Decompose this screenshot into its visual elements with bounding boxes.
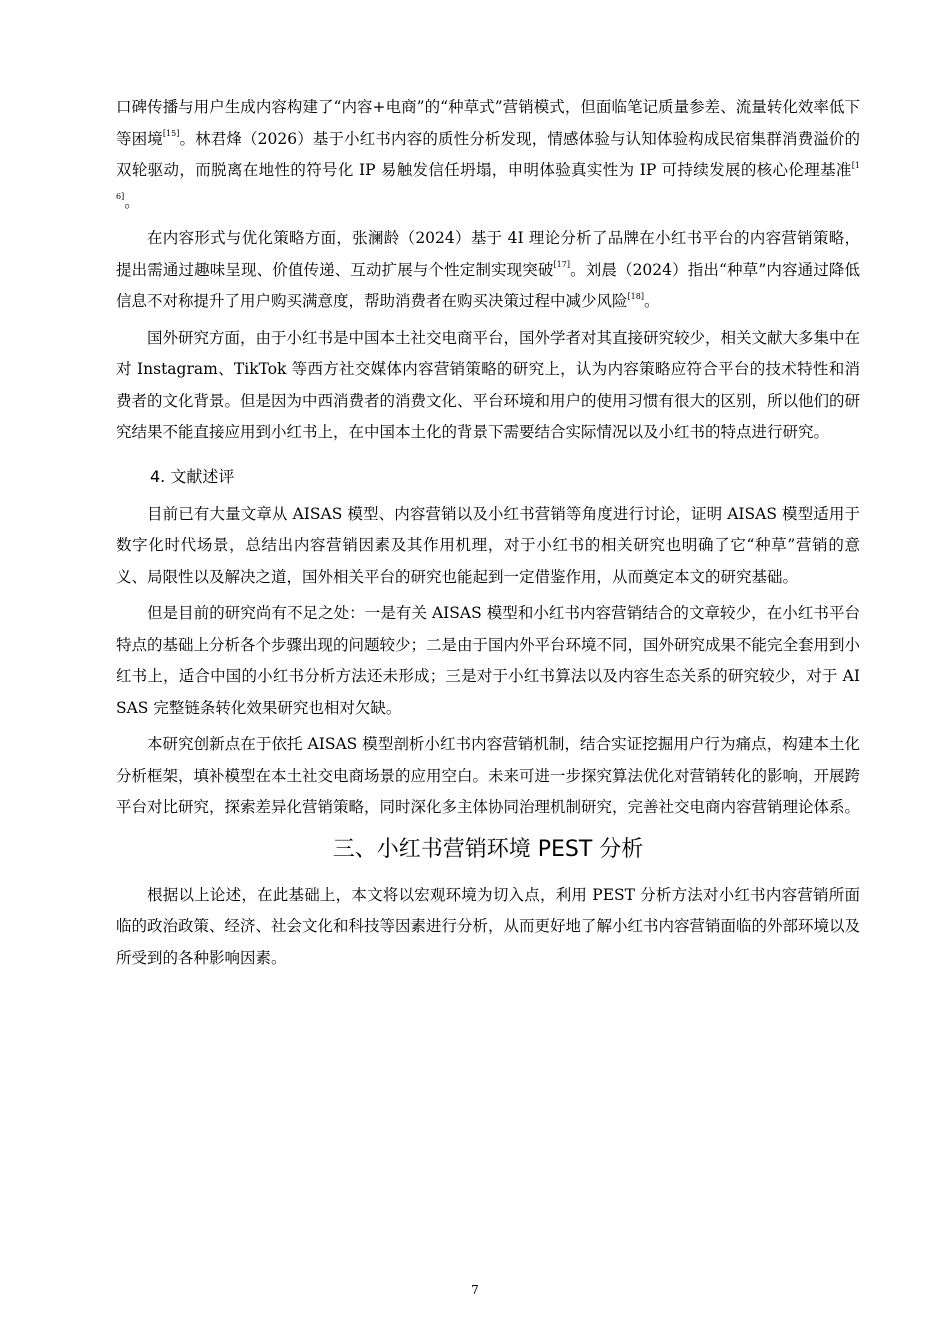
body-paragraph-3: 国外研究方面，由于小红书是中国本土社交电商平台，国外学者对其直接研究较少，相关文献大多集中在对 Instagram、TikTok 等西方社交媒体内容营销策略的研究上，认为内容策略应符合平台的技术特性和消费者的文化背景。但是因为中西消费者的消费文化、平台环境和用户的使用习惯有很大的区别，所以他们的研究结果不能直接应用到小红书上，在中国本土化的背景下需要结合实际情况以及小红书的特点进行研究。 (116, 328, 861, 441)
citation-18[interactable]: [18] (627, 291, 644, 301)
page-number: 7 (471, 1283, 479, 1297)
paragraph-text: 。 (643, 292, 660, 310)
paragraph-text: 。 (124, 192, 140, 211)
section-paragraph: 根据以上论述，在此基础上，本文将以宏观环境为切入点，利用 PEST 分析方法对小红书内容营销所面临的政治政策、经济、社会文化和科技等因素进行分析，从而更好地了解小红书内容营销面临的外部环境以及所受到的各种影响因素。 (116, 885, 861, 967)
review-paragraph-3: 本研究创新点在于依托 AISAS 模型剖析小红书内容营销机制，结合实证挖掘用户行为痛点，构建本土化分析框架，填补模型在本土社交电商场景的应用空白。未来可进一步探究算法优化对营销转化的影响，开展跨平台对比研究，探索差异化营销策略，同时深化多主体协同治理机制研究，完善社交电商内容营销理论体系。 (116, 735, 861, 816)
review-paragraph-1: 目前已有大量文章从 AISAS 模型、内容营销以及小红书营销等角度进行讨论，证明 AISAS 模型适用于数字化时代场景，总结出内容营销因素及其作用机理，对于小红书的相关研究也明确了它“种草”营销的意义、局限性以及解决之道，国外相关平台的研究也能起到一定借鉴作用，从而奠定本文的研究基础。 (116, 504, 860, 586)
subheading-literature-review: 4. 文献述评 (150, 466, 235, 486)
paragraph-text: 口碑传播与用户生成内容构建了“内容+电商”的“种草式”营销模式，但面临笔记质量参差、流量转化效率低下等困境 (116, 98, 860, 148)
section-title: 三、小红书营销环境 PEST 分析 (332, 836, 644, 862)
body-paragraph-2 (116, 223, 860, 318)
paragraph-text: 。刘晨（2024）指出“种草”内容通过降低信息不对称提升了用户购买满意度，帮助消费者在购买决策过程中减少风险 (116, 260, 860, 310)
page-body (116, 92, 860, 974)
citation-17[interactable]: [17] (553, 260, 570, 270)
review-paragraph-2: 但是目前的研究尚有不足之处：一是有关 AISAS 模型和小红书内容营销结合的文章较少，在小红书平台特点的基础上分析各个步骤出现的问题较少；二是由于国内外平台环境不同，国外研究成果不能完全套用到小红书上，适合中国的小红书分析方法还未形成；三是对于小红书算法以及内容生态关系的研究较少，对于 AISAS 完整链条转化效果研究也相对欠缺。 (116, 604, 861, 717)
paragraph-text: 。林君烽（2026）基于小红书内容的质性分析发现，情感体验与认知体验构成民宿集群消费溢价的双轮驱动，而脱离在地性的符号化 IP 易触发信任坍塌，申明体验真实性为 IP 可持续发展的核心伦理基准 (116, 129, 860, 179)
paragraph-text: 在内容形式与优化策略方面，张澜龄（2024）基于 4I 理论分析了品牌在小红书平台的内容营销策略，提出需通过趣味呈现、价值传递、互动扩展与个性定制实现突破 (116, 229, 860, 279)
citation-16[interactable]: [16] (116, 160, 860, 202)
citation-15[interactable]: [15] (162, 129, 180, 139)
body-paragraph-1 (116, 92, 860, 218)
